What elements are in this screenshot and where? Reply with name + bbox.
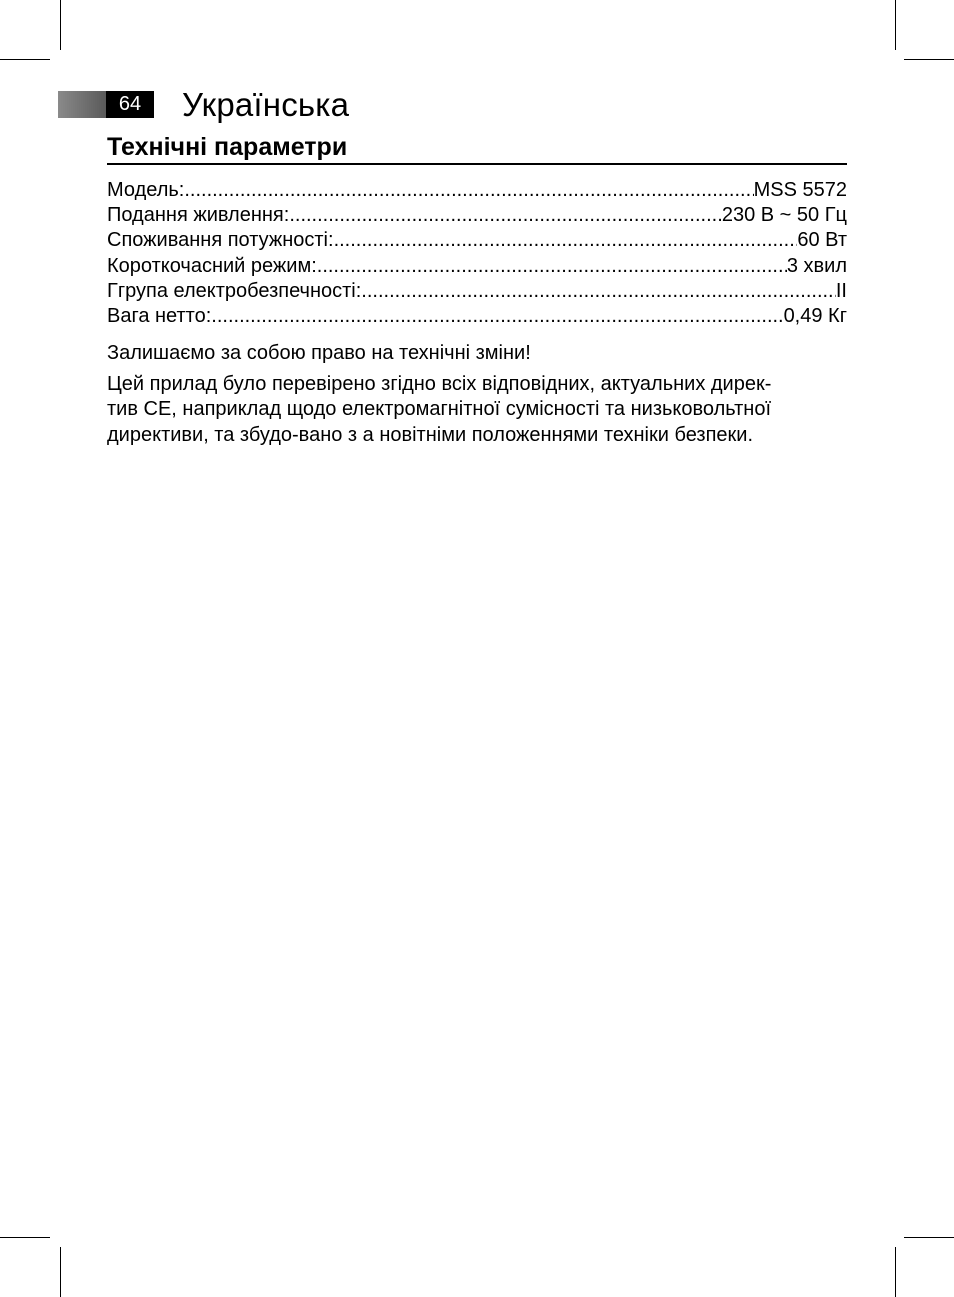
- crop-mark-bottom-left-vertical: [60, 1247, 61, 1297]
- crop-mark-top-left-vertical: [60, 0, 61, 50]
- dot-leader: [317, 254, 787, 279]
- spec-label: Подання живлення:: [107, 204, 290, 227]
- paragraph-line: тив СЕ, наприклад щодо електромагнітної сумісності та низьковольтної: [107, 398, 772, 421]
- spec-row-model: [107, 178, 847, 203]
- dot-leader: [184, 178, 753, 203]
- spec-row-power-consumption: [107, 228, 847, 253]
- spec-row-short-time-mode: [107, 254, 847, 279]
- section-title: Технічні параметри: [107, 131, 847, 165]
- spec-label: Модель:: [107, 179, 185, 201]
- spec-row-net-weight: [107, 304, 847, 329]
- spec-list: [107, 178, 847, 329]
- spec-label: Короткочасний режим:: [107, 254, 317, 277]
- dot-leader: [361, 279, 836, 304]
- conformity-paragraph: [107, 372, 847, 448]
- technical-changes-note: Залишаємо за собою право на технічні зміни!: [107, 342, 531, 364]
- spec-label: Споживання потужності:: [107, 229, 334, 252]
- paragraph-line: директиви, та збудо-вано з а новітніми положеннями техніки безпеки.: [107, 423, 753, 446]
- spec-value: 3 хвил: [786, 254, 847, 277]
- spec-value: MSS 5572: [753, 179, 847, 201]
- spec-label: Вага нетто:: [107, 305, 212, 328]
- page-number: 64: [106, 91, 154, 118]
- spec-label: Ггрупа електробезпечності:: [107, 279, 362, 302]
- dot-leader: [334, 228, 798, 253]
- language-title: Українська: [182, 86, 350, 123]
- header-gradient-bar: [58, 91, 106, 118]
- spec-row-power-supply: [107, 203, 847, 228]
- crop-mark-top-right-vertical: [895, 0, 896, 50]
- crop-mark-bottom-right-vertical: [895, 1247, 896, 1297]
- crop-mark-top-right-horizontal: [904, 59, 954, 60]
- crop-mark-top-left-horizontal: [0, 59, 50, 60]
- dot-leader: [211, 304, 783, 329]
- spec-value: 0,49 Кг: [783, 305, 847, 328]
- dot-leader: [289, 203, 722, 228]
- spec-row-safety-class: [107, 279, 847, 304]
- crop-mark-bottom-left-horizontal: [0, 1237, 50, 1238]
- crop-mark-bottom-right-horizontal: [904, 1237, 954, 1238]
- spec-value: II: [835, 279, 847, 302]
- spec-value: 60 Вт: [797, 229, 847, 252]
- paragraph-line: Цей прилад було перевірено згідно всіх відповідних, актуальних дирек-: [107, 373, 772, 395]
- spec-value: 230 В ~ 50 Гц: [721, 204, 847, 227]
